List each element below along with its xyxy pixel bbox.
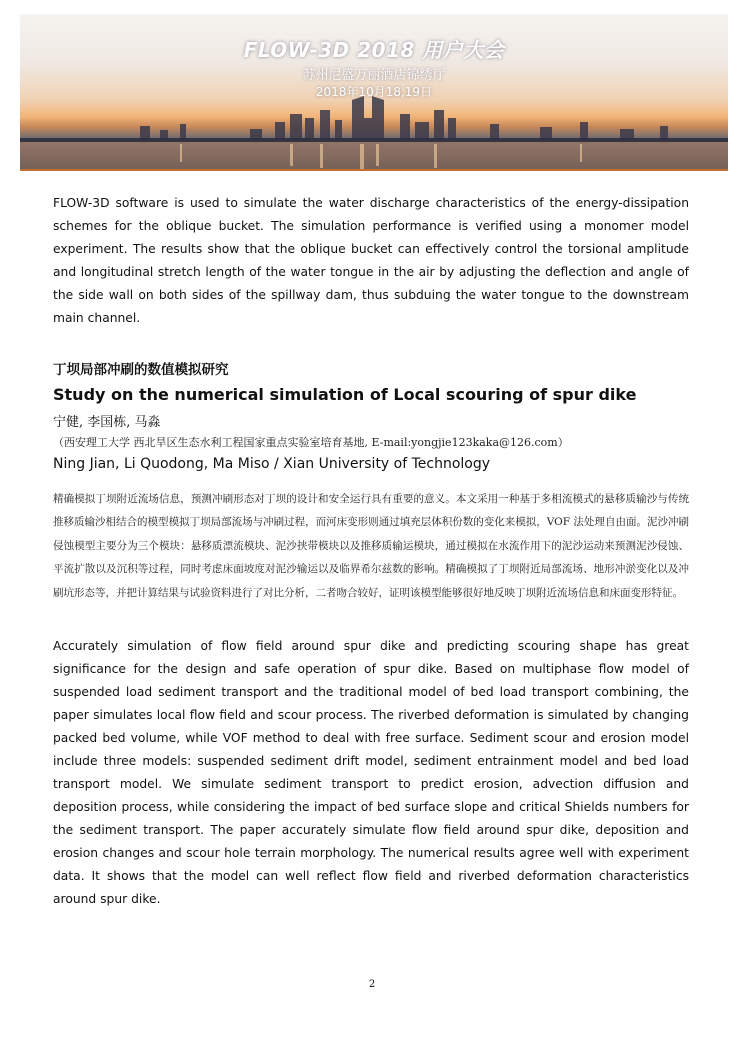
authors-en-block [53,456,689,472]
article-title-block [53,385,689,404]
abstract-en-section [53,635,689,911]
abstract-zh: 精确模拟丁坝附近流场信息，预测冲刷形态对丁坝的设计和安全运行具有重要的意义。本文采用一种基于多相流模式的悬移质输沙与传统推移质输沙相结合的模型模拟丁坝局部流场与冲刷过程，而河床变形则通过填充层体积份数的变化来模拟，VOF 法处理自由面。泥沙冲刷侵蚀模型主要分为三个模块：悬移质漂流模块、泥沙挟带模块以及推移质输运模块，通过模拟在水流作用下的泥沙运动来预测泥沙侵蚀、平流扩散以及沉积等过程，同时考虑床面坡度对泥沙输运以及临界希尔兹数的影响。精确模拟了丁坝附近局部流场、地形冲淤变化以及冲刷坑形态等，并把计算结果与试验资料进行了对比分析，二者吻合较好，证明该模型能够很好地反映丁坝附近流场信息和床面变形特征。 [53,493,689,599]
article-title-en: Study on the numerical simulation of Local scouring of spur dike [53,385,637,404]
affiliation-block [53,434,713,450]
intro-section [53,192,689,330]
authors-zh-block [53,411,689,430]
banner-date: 2018年10月18,19日 [315,85,433,99]
header-divider [20,169,728,171]
abstract-zh-section [53,488,689,605]
article-affiliation: （西安理工大学 西北旱区生态水利工程国家重点实验室培育基地, E-mail:yongjie123kaka@126.com） [53,436,569,449]
intro-paragraph: FLOW-3D software is used to simulate the water discharge characteristics of the energy-dissipation schemes for the oblique bucket. The simulation performance is verified using a monomer model experiment. The results show that the oblique bucket can effectively control the torsional amplitude and longitudinal stretch length of the water tongue in the air by adjusting the deflection and angle of the side wall on both sides of the spillway dam, thus subduing the water tongue to the downstream main channel. [53,196,689,325]
article-authors-en: Ning Jian, Li Quodong, Ma Miso / Xian University of Technology [53,456,491,472]
banner-title: FLOW-3D 2018 用户大会 [243,38,505,62]
article-header [53,358,689,378]
banner-venue: 苏州尼盛万丽酒店锦绣厅 [302,68,446,83]
article-authors-zh: 宁健, 李国栋, 马淼 [53,415,161,430]
abstract-en: Accurately simulation of flow field around spur dike and predicting scouring shape has great significance for the design and safe operation of spur dike. Based on multiphase flow model of suspended load sediment transport and the traditional model of bed load transport combining, the paper simulates local flow field and scour process. The riverbed deformation is simulated by changing packed bed volume, while VOF method to deal with free surface. Sediment scour and erosion model include three models: suspended sediment drift model, sediment entrainment model and bed load transport model. We simulate sediment transport to predict erosion, advection diffusion and deposition process, while considering the impact of bed surface slope and critical Shields numbers for the sediment transport. The paper accurately simulate flow field around spur dike, deposition and erosion changes and scour hole terrain morphology. The numerical results agree well with experiment data. It shows that the model can well reflect flow field and riverbed deformation characteristics around spur dike. [53,639,689,906]
article-title-zh: 丁坝局部冲刷的数值模拟研究 [53,362,229,378]
page-number: 2 [368,979,376,990]
conference-banner [20,14,728,170]
